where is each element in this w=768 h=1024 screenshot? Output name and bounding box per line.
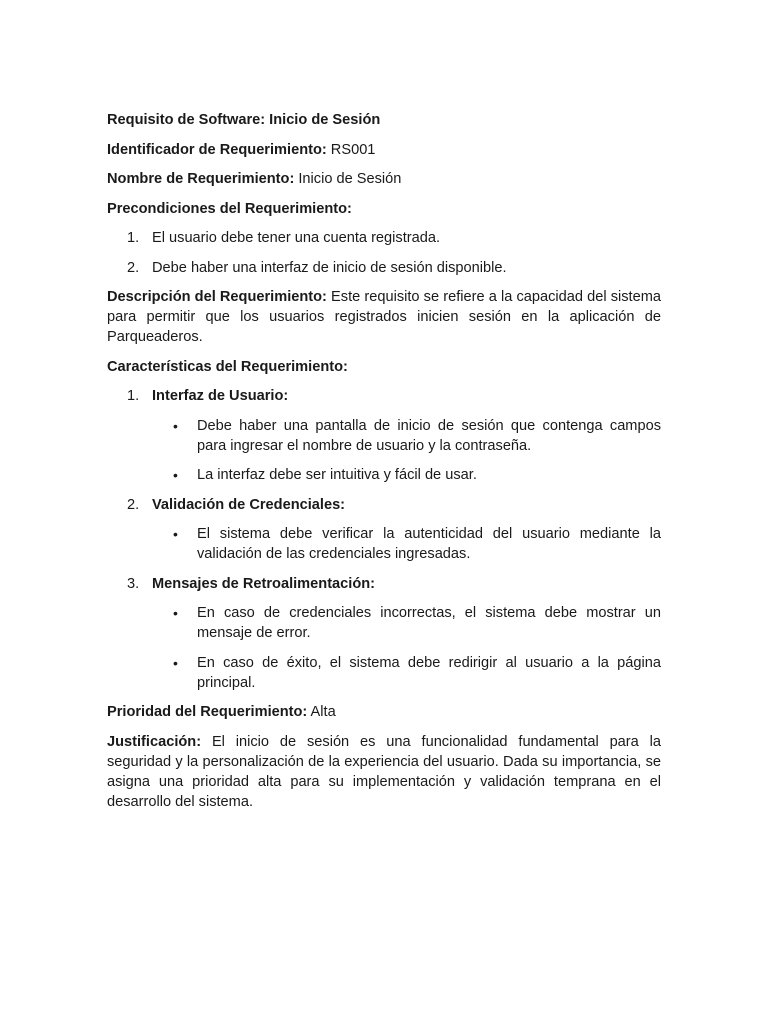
description-text: Este requisito se refiere a la capacidad del sistema para permitir que los usuarios registrados inicien sesión en la aplicación de Parqueaderos.: [107, 289, 661, 345]
priority-line: [107, 702, 661, 722]
document-page: [107, 110, 661, 821]
preconditions-list: [107, 228, 661, 278]
justification-text: El inicio de sesión es una funcionalidad fundamental para la seguridad y la personalización de la experiencia del usuario. Dada su importancia, se asigna una prioridad alta para su implementación y validación temprana en el desarrollo del sistema.: [107, 733, 661, 810]
bullet-icon: •: [173, 654, 178, 671]
preconditions-label: Precondiciones del Requerimiento:: [107, 200, 352, 217]
characteristic-title: Interfaz de Usuario:: [152, 388, 289, 404]
bullet-text: El sistema debe verificar la autenticidad del usuario mediante la validación de las credenciales ingresadas.: [197, 526, 661, 562]
bullet-item: [107, 524, 661, 564]
identifier-label: Identificador de Requerimiento:: [107, 141, 327, 158]
precondition-item: [107, 258, 661, 278]
characteristic-item: [107, 495, 661, 515]
characteristic-number: 3.: [127, 575, 140, 592]
bullet-icon: •: [173, 417, 178, 434]
justification-label: Justificación:: [107, 733, 202, 750]
justification-paragraph: [107, 732, 661, 812]
identifier-line: [107, 140, 661, 160]
priority-label: Prioridad del Requerimiento:: [107, 704, 308, 720]
bullet-text: En caso de credenciales incorrectas, el sistema debe mostrar un mensaje de error.: [197, 605, 661, 641]
bullet-text: En caso de éxito, el sistema debe redirigir al usuario a la página principal.: [197, 654, 661, 691]
name-line: [107, 169, 661, 189]
identifier-value: RS001: [326, 141, 376, 158]
description-label: Descripción del Requerimiento:: [107, 289, 327, 305]
characteristic-title: Validación de Credenciales:: [152, 496, 346, 513]
bullet-item: [107, 653, 661, 693]
precondition-item: [107, 228, 661, 248]
precondition-text: El usuario debe tener una cuenta registrada.: [152, 230, 441, 246]
bullet-text: La interfaz debe ser intuitiva y fácil de usar.: [197, 467, 477, 483]
name-value: Inicio de Sesión: [294, 171, 402, 187]
characteristics-list: [107, 386, 661, 693]
document-title: [107, 110, 661, 130]
bullet-icon: •: [173, 605, 178, 621]
preconditions-heading: [107, 199, 661, 219]
bullet-item: [107, 416, 661, 456]
characteristic-item: [107, 386, 661, 406]
characteristic-number: 2.: [127, 496, 140, 513]
precondition-text: Debe haber una interfaz de inicio de sesión disponible.: [152, 259, 507, 276]
characteristic-title: Mensajes de Retroalimentación:: [152, 575, 376, 592]
characteristic-number: 1.: [127, 388, 140, 404]
characteristic-item: [107, 574, 661, 594]
priority-value: Alta: [307, 704, 336, 720]
precondition-number: 1.: [127, 230, 140, 246]
characteristics-label: Características del Requerimiento:: [107, 358, 348, 375]
name-label: Nombre de Requerimiento:: [107, 171, 295, 187]
bullet-icon: •: [173, 526, 178, 542]
precondition-number: 2.: [127, 259, 140, 276]
bullet-item: [107, 465, 661, 485]
document-title-text: Requisito de Software: Inicio de Sesión: [107, 112, 381, 128]
bullet-icon: •: [173, 467, 178, 483]
characteristics-heading: [107, 357, 661, 377]
bullet-item: [107, 603, 661, 643]
description-paragraph: [107, 287, 661, 347]
bullet-text: Debe haber una pantalla de inicio de sesión que contenga campos para ingresar el nombre de usuario y la contraseña.: [197, 417, 661, 454]
